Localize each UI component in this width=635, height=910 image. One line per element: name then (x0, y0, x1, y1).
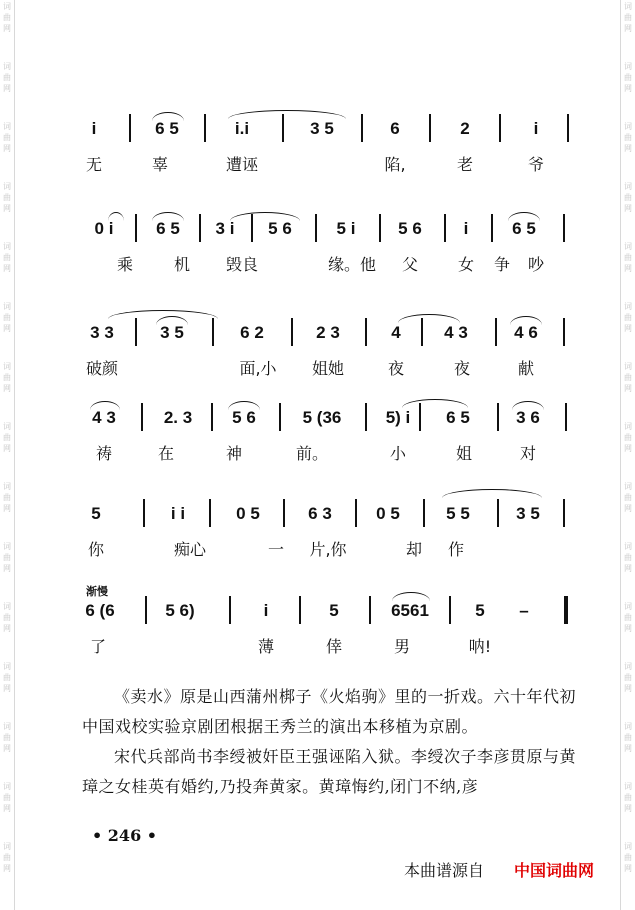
note-group: 6 5 (512, 219, 536, 238)
note-group: 0 5 (376, 504, 400, 523)
barline (204, 114, 206, 142)
watermark-glyph: 曲 (624, 373, 632, 382)
watermark-glyph: 曲 (624, 793, 632, 802)
lyric: 争 (493, 255, 511, 274)
note-group: 5 6 (268, 219, 292, 238)
barline (129, 114, 131, 142)
watermark-glyph: 网 (3, 324, 11, 333)
barline (229, 596, 231, 624)
watermark-glyph: 曲 (3, 493, 11, 502)
lyric: 祷 (95, 444, 113, 463)
watermark-glyph: 词 (624, 242, 632, 251)
barline (563, 318, 565, 346)
lyric: 姐她 (311, 359, 345, 378)
watermark-glyph: 网 (624, 384, 632, 393)
lyric: 薄 (257, 637, 275, 656)
lyric: 了 (89, 637, 107, 656)
slur (90, 401, 120, 410)
watermark-glyph: 网 (3, 864, 11, 873)
watermark-glyph: 网 (624, 264, 632, 273)
watermark-glyph: 曲 (624, 253, 632, 262)
watermark-glyph: 网 (3, 504, 11, 513)
note-group: 5 i (336, 219, 356, 238)
watermark-glyph: 词 (3, 62, 11, 71)
lyric: 姐 (455, 444, 473, 463)
barline (135, 318, 137, 346)
slur (228, 401, 260, 410)
watermark-glyph: 网 (3, 204, 11, 213)
barline (282, 114, 284, 142)
watermark-glyph: 网 (3, 264, 11, 273)
lyric: 倖 (325, 637, 343, 656)
barline (499, 114, 501, 142)
watermark-glyph: 曲 (3, 433, 11, 442)
barline (444, 214, 446, 242)
watermark-glyph: 曲 (3, 673, 11, 682)
lyric: 父 (401, 255, 419, 274)
watermark-glyph: 曲 (624, 133, 632, 142)
watermark-glyph: 曲 (3, 793, 11, 802)
note-group: 5 (91, 504, 101, 523)
barline (283, 499, 285, 527)
lyric: 遭诬 (225, 155, 259, 174)
note-group: 2 (460, 119, 470, 138)
watermark-glyph: 网 (624, 504, 632, 513)
barline (141, 403, 143, 431)
watermark-glyph: 词 (3, 122, 11, 131)
barline (497, 499, 499, 527)
note-group: 5 6) (165, 601, 195, 620)
barline (199, 214, 201, 242)
left-watermark-strip (0, 0, 15, 910)
note-group: i (533, 119, 539, 138)
watermark-glyph: 曲 (3, 133, 11, 142)
barline (567, 114, 569, 142)
watermark-glyph: 曲 (624, 493, 632, 502)
watermark-glyph: 曲 (3, 733, 11, 742)
note-group: i (263, 601, 269, 620)
watermark-glyph: 曲 (624, 73, 632, 82)
lyric: 在 (157, 444, 175, 463)
watermark-glyph: 词 (624, 302, 632, 311)
watermark-glyph: 网 (3, 384, 11, 393)
note-group: 6 2 (240, 323, 264, 342)
watermark-glyph: 词 (3, 842, 11, 851)
watermark-glyph: 词 (624, 482, 632, 491)
note-group: 6 5 (446, 408, 470, 427)
note-group: 4 6 (514, 323, 538, 342)
watermark-glyph: 网 (3, 624, 11, 633)
watermark-glyph: 网 (624, 24, 632, 33)
note-group: 6 (6 (85, 601, 115, 620)
watermark-glyph: 词 (3, 542, 11, 551)
watermark-glyph: 词 (624, 422, 632, 431)
lyric: 神 (225, 444, 243, 463)
note-group: i i (170, 504, 186, 523)
watermark-glyph: 网 (624, 744, 632, 753)
slur (442, 489, 542, 498)
barline (361, 114, 363, 142)
barline (449, 596, 451, 624)
watermark-glyph: 网 (3, 444, 11, 453)
watermark-glyph: 曲 (3, 613, 11, 622)
watermark-glyph: 词 (624, 62, 632, 71)
lyric: 男 (393, 637, 411, 656)
barline (497, 403, 499, 431)
note-group: 6 5 (156, 219, 180, 238)
watermark-glyph: 词 (3, 182, 11, 191)
watermark-glyph: 词 (3, 602, 11, 611)
note-group: 5 (36 (302, 408, 342, 427)
watermark-glyph: 词 (3, 722, 11, 731)
barline (563, 214, 565, 242)
watermark-glyph: 词 (624, 662, 632, 671)
note-group: 5 (475, 601, 485, 620)
note-group: 4 (391, 323, 401, 342)
watermark-glyph: 词 (624, 722, 632, 731)
note-group: 3 5 (516, 504, 540, 523)
note-group: 6 (390, 119, 400, 138)
slur (512, 401, 544, 410)
barline (421, 318, 423, 346)
watermark-glyph: 网 (624, 864, 632, 873)
lyric: 无 (85, 155, 103, 174)
barline (369, 596, 371, 624)
lyric: 你 (87, 540, 105, 559)
watermark-glyph: 网 (3, 84, 11, 93)
slur (392, 592, 430, 601)
watermark-glyph: 词 (624, 602, 632, 611)
watermark-glyph: 词 (3, 422, 11, 431)
barline (251, 214, 253, 242)
barline (423, 499, 425, 527)
tempo-mark: 渐慢 (86, 585, 108, 598)
barline (495, 318, 497, 346)
note-group: 3 3 (90, 323, 114, 342)
note-group: i (463, 219, 469, 238)
watermark-glyph: 网 (624, 204, 632, 213)
barline (355, 499, 357, 527)
watermark-glyph: 网 (624, 444, 632, 453)
watermark-glyph: 网 (624, 144, 632, 153)
barline (365, 403, 367, 431)
barline (563, 499, 565, 527)
barline (565, 403, 567, 431)
watermark-glyph: 曲 (3, 253, 11, 262)
note-group: 6 5 (155, 119, 179, 138)
watermark-glyph: 网 (624, 84, 632, 93)
lyric: 吵 (527, 255, 545, 274)
watermark-glyph: 网 (624, 684, 632, 693)
note-group: 5 5 (446, 504, 470, 523)
lyric: 作 (447, 540, 465, 559)
page-number: • 246 • (92, 826, 157, 845)
watermark-glyph: 词 (3, 2, 11, 11)
watermark-glyph: 词 (624, 2, 632, 11)
lyric: 片,你 (309, 540, 347, 559)
note-group: 5 (329, 601, 339, 620)
final-barline (564, 596, 568, 624)
lyric: 机 (173, 255, 191, 274)
barline (429, 114, 431, 142)
note-group: 5 6 (232, 408, 256, 427)
watermark-glyph: 词 (624, 122, 632, 131)
watermark-glyph: 曲 (624, 193, 632, 202)
watermark-glyph: 词 (3, 302, 11, 311)
watermark-glyph: 网 (3, 144, 11, 153)
barline (365, 318, 367, 346)
note-group: i (91, 119, 97, 138)
lyric: 小 (389, 444, 407, 463)
watermark-glyph: 曲 (624, 313, 632, 322)
watermark-glyph: 网 (3, 24, 11, 33)
barline (211, 403, 213, 431)
note-group: 6 3 (308, 504, 332, 523)
watermark-glyph: 曲 (3, 193, 11, 202)
lyric: 乘 (116, 255, 134, 274)
paragraph-1: 《卖水》原是山西蒲州梆子《火焰驹》里的一折戏。六十年代初中国戏校实验京剧团根据王秀兰的演出本移植为京剧。 (82, 687, 577, 736)
watermark-glyph: 网 (624, 564, 632, 573)
watermark-glyph: 网 (3, 564, 11, 573)
watermark-glyph: 曲 (624, 853, 632, 862)
barline (419, 403, 421, 431)
watermark-glyph: 词 (3, 782, 11, 791)
lyric: 破颜 (85, 359, 119, 378)
watermark-glyph: 网 (624, 624, 632, 633)
note-group: 4 3 (92, 408, 116, 427)
watermark-glyph: 网 (624, 804, 632, 813)
barline (279, 403, 281, 431)
slur (152, 212, 184, 221)
note-group: 3 5 (160, 323, 184, 342)
watermark-glyph: 词 (3, 362, 11, 371)
slur (510, 316, 542, 325)
watermark-glyph: 网 (3, 684, 11, 693)
slur (152, 112, 184, 121)
note-group: i.i (234, 119, 250, 138)
note-group: 6561 (391, 601, 429, 620)
note-group: 0 i (94, 219, 114, 238)
watermark-glyph: 曲 (624, 733, 632, 742)
barline (145, 596, 147, 624)
lyric: 却 (405, 540, 423, 559)
watermark-glyph: 词 (624, 842, 632, 851)
site-name-link[interactable]: 中国词曲网 (514, 861, 595, 880)
note-group: 5) i (385, 408, 411, 427)
watermark-glyph: 网 (624, 324, 632, 333)
lyric: 爷 (527, 155, 545, 174)
watermark-glyph: 曲 (624, 673, 632, 682)
barline (209, 499, 211, 527)
barline (212, 318, 214, 346)
watermark-glyph: 网 (3, 744, 11, 753)
watermark-glyph: 曲 (3, 853, 11, 862)
watermark-glyph: 词 (3, 242, 11, 251)
note-group: 0 5 (236, 504, 260, 523)
watermark-glyph: 词 (624, 182, 632, 191)
watermark-glyph: 曲 (624, 13, 632, 22)
watermark-glyph: 曲 (624, 433, 632, 442)
barline (299, 596, 301, 624)
lyric: 夜 (387, 359, 405, 378)
lyric: 对 (519, 444, 537, 463)
lyric: 女 (457, 255, 475, 274)
watermark-glyph: 词 (3, 662, 11, 671)
watermark-glyph: 词 (624, 542, 632, 551)
barline (135, 214, 137, 242)
watermark-glyph: 词 (624, 782, 632, 791)
note-group: 2. 3 (163, 408, 193, 427)
lyric: 辜 (151, 155, 169, 174)
lyric: 老 (456, 155, 474, 174)
watermark-glyph: 曲 (624, 553, 632, 562)
barline (315, 214, 317, 242)
lyric: 陷, (384, 155, 406, 174)
note-group: 3 5 (310, 119, 334, 138)
watermark-glyph: 曲 (3, 373, 11, 382)
source-label: 本曲谱源自 (404, 861, 485, 880)
note-group: 3 6 (516, 408, 540, 427)
barline (143, 499, 145, 527)
watermark-glyph: 网 (3, 804, 11, 813)
lyric: 毁良 (225, 255, 259, 274)
watermark-glyph: 曲 (3, 13, 11, 22)
watermark-glyph: 曲 (624, 613, 632, 622)
lyric: 面,小 (239, 359, 277, 378)
barline (491, 214, 493, 242)
watermark-glyph: 曲 (3, 553, 11, 562)
note-group: 3 i (215, 219, 235, 238)
note-group: 4 3 (444, 323, 468, 342)
watermark-glyph: 曲 (3, 313, 11, 322)
lyric: 呐! (468, 637, 492, 656)
slur (508, 212, 540, 221)
watermark-glyph: 词 (3, 482, 11, 491)
note-group: 5 6 (398, 219, 422, 238)
watermark-glyph: 词 (624, 362, 632, 371)
paragraph-2: 宋代兵部尚书李绶被奸臣王强诬陷入狱。李绶次子李彦贯原与黄璋之女桂英有婚约,乃投奔黄家。黄璋悔约,闭门不纳,彦 (82, 747, 577, 796)
lyric: 夜 (453, 359, 471, 378)
lyric: 痴心 (173, 540, 207, 559)
lyric: 前。 (295, 444, 329, 463)
watermark-glyph: 曲 (3, 73, 11, 82)
note-group: 2 3 (316, 323, 340, 342)
right-watermark-strip (620, 0, 635, 910)
lyric: 献 (517, 359, 535, 378)
lyric: 一 (267, 540, 285, 559)
slur (108, 212, 124, 221)
note-group: – (519, 601, 529, 620)
barline (291, 318, 293, 346)
body-text (82, 682, 582, 802)
barline (379, 214, 381, 242)
lyric: 缘。他 (327, 255, 377, 274)
